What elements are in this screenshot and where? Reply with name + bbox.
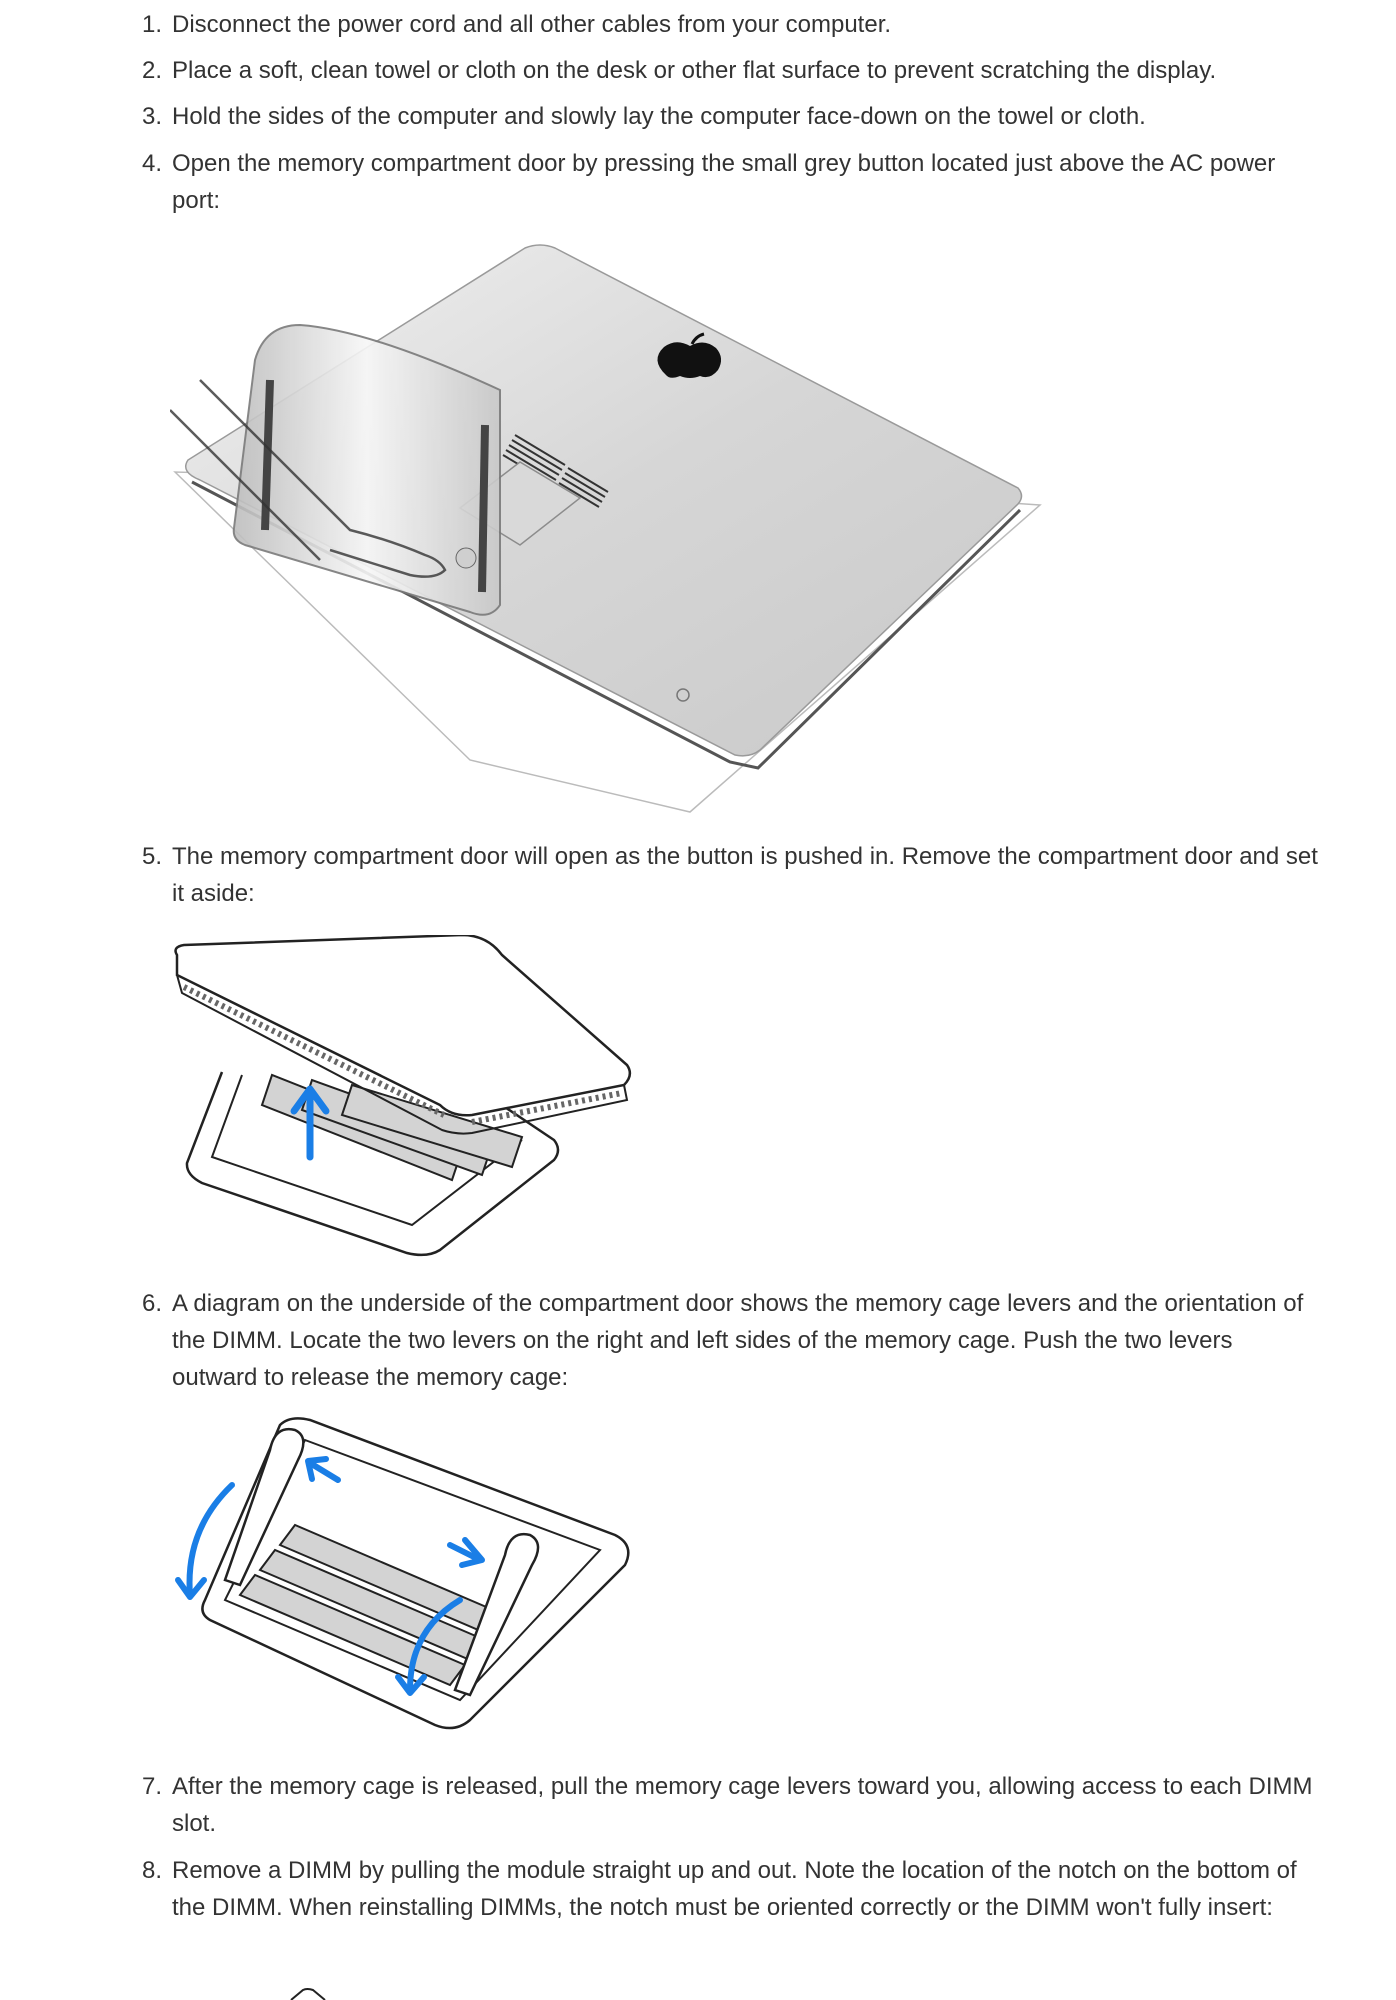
step-3: [142, 98, 1322, 135]
step-4: [142, 145, 1322, 219]
step-number: 4.: [142, 150, 163, 177]
step-number: 6.: [142, 1290, 163, 1317]
memory-cage-levers-illustration-icon: [170, 1415, 640, 1735]
step-text: The memory compartment door will open as the button is pushed in. Remove the compartment door and set it aside:: [172, 843, 1318, 907]
step-2: [142, 52, 1322, 89]
step-text: Disconnect the power cord and all other cables from your computer.: [172, 11, 892, 38]
step-number: 1.: [142, 11, 163, 38]
step-text: Place a soft, clean towel or cloth on the desk or other flat surface to prevent scratching the display.: [172, 57, 1217, 84]
step-text: After the memory cage is released, pull the memory cage levers toward you, allowing access to each DIMM slot.: [172, 1773, 1313, 1837]
step-number: 3.: [142, 103, 163, 130]
step-8: [142, 1852, 1322, 1926]
step-text: Remove a DIMM by pulling the module straight up and out. Note the location of the notch on the bottom of the DIMM. When reinstalling DIMMs, the notch must be oriented correctly or the DIMM won't fully insert:: [172, 1857, 1297, 1921]
dimm-illustration-icon: [285, 1988, 345, 2000]
step-number: 7.: [142, 1773, 163, 1800]
step-number: 8.: [142, 1857, 163, 1884]
step-6: [142, 1285, 1322, 1396]
step-text: Hold the sides of the computer and slowly lay the computer face-down on the towel or cloth.: [172, 103, 1146, 130]
compartment-door-illustration-icon: [172, 935, 637, 1257]
imac-back-illustration-icon: [170, 240, 1050, 815]
step-number: 5.: [142, 843, 163, 870]
step-1: [142, 6, 1322, 43]
step-7: [142, 1768, 1322, 1842]
step-text: A diagram on the underside of the compartment door shows the memory cage levers and the orientation of the DIMM. Locate the two levers on the right and left sides of the memory cage. Push the two levers outward to release the memory cage:: [172, 1290, 1304, 1391]
step-number: 2.: [142, 57, 163, 84]
step-5: [142, 838, 1322, 912]
step-text: Open the memory compartment door by pressing the small grey button located just above the AC power port:: [172, 150, 1276, 214]
